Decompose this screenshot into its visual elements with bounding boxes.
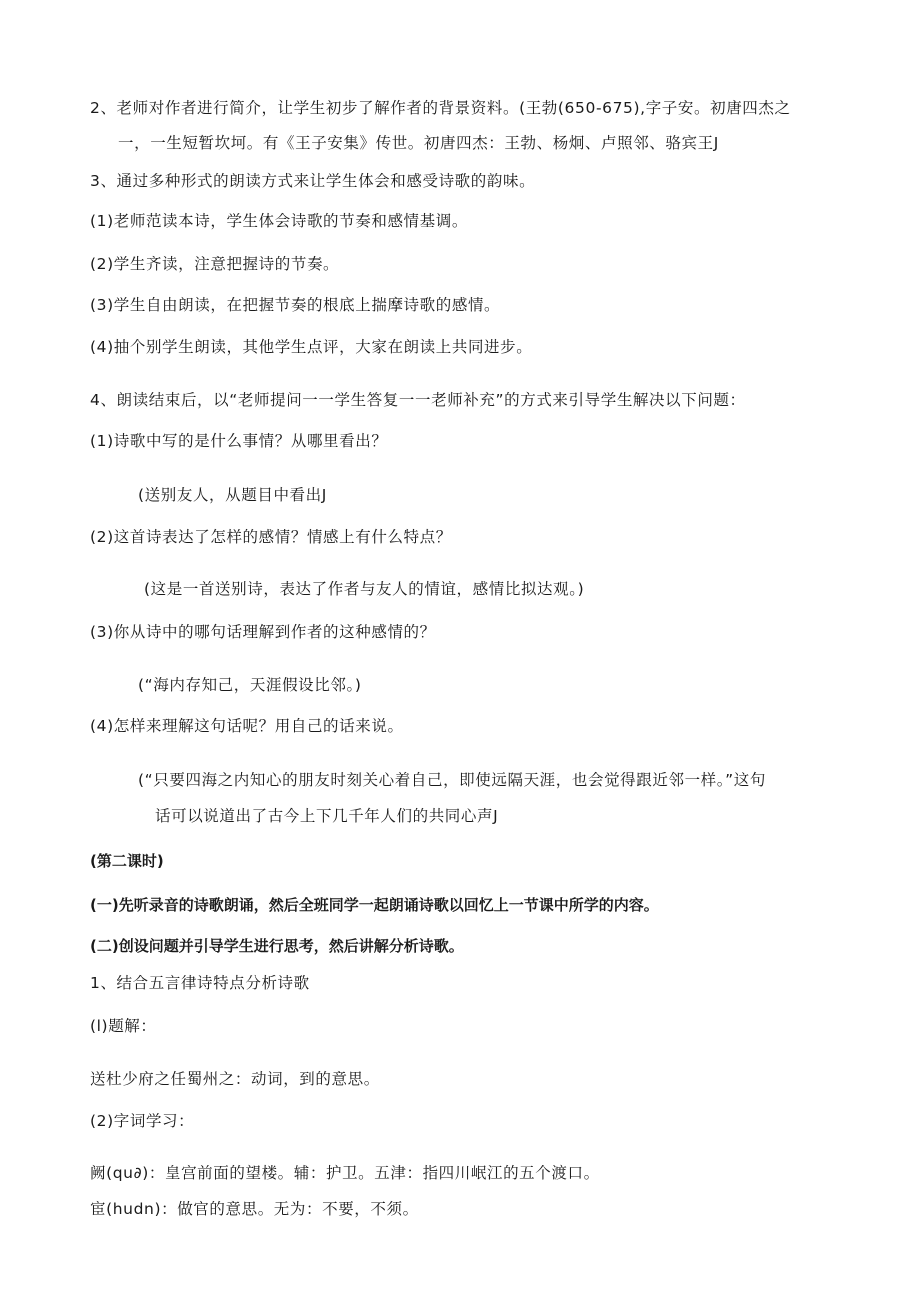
item-3-1: (1)老师范读本诗，学生体会诗歌的节奏和感情基调。	[90, 212, 468, 230]
step-1: (一)先听录音的诗歌朗诵，然后全班同学一起朗诵诗歌以回忆上一节课中所学的内容。	[90, 896, 659, 914]
para-3: 3、通过多种形式的朗读方式来让学生体会和感受诗歌的韵味。	[90, 172, 536, 190]
title-explanation: 送杜少府之任蜀州之：动词，到的意思。	[90, 1070, 380, 1088]
question-3: (3)你从诗中的哪句话理解到作者的这种感情的？	[90, 623, 436, 641]
answer-4-line-1: (“只要四海之内知心的朋友时刻关心着自己，即使远隔天涯，也会觉得跟近邻一样。”这句	[138, 771, 766, 789]
vocabulary-line-1: 阙(qu∂)：皇宫前面的望楼。辅：护卫。五津：指四川岷江的五个渡口。	[90, 1164, 600, 1182]
answer-4-line-2: 话可以说道出了古今上下几千年人们的共同心声J	[155, 807, 499, 825]
para-4: 4、朗读结束后，以“老师提问一一学生答复一一老师补充”的方式来引导学生解决以下问题：	[90, 391, 746, 409]
vocabulary-heading: (2)字词学习：	[90, 1112, 195, 1130]
step-2: (二)创设问题并引导学生进行思考，然后讲解分析诗歌。	[90, 937, 464, 955]
analysis-heading: 1、结合五言律诗特点分析诗歌	[90, 974, 310, 992]
item-3-3: (3)学生自由朗读，在把握节奏的根底上揣摩诗歌的感情。	[90, 296, 501, 314]
item-3-4: (4)抽个别学生朗读，其他学生点评，大家在朗读上共同进步。	[90, 338, 533, 356]
answer-1: (送别友人，从题目中看出J	[138, 486, 327, 504]
question-2: (2)这首诗表达了怎样的感情？情感上有什么特点？	[90, 528, 452, 546]
question-4: (4)怎样来理解这句话呢？用自己的话来说。	[90, 717, 404, 735]
para-2-line-1: 2、老师对作者进行简介，让学生初步了解作者的背景资料。(王勃(650-675),字子安。初唐四杰之	[90, 99, 791, 117]
answer-2: (这是一首送别诗，表达了作者与友人的情谊，感情比拟达观。)	[144, 580, 585, 598]
question-1: (1)诗歌中写的是什么事情？从哪里看出？	[90, 432, 388, 450]
section-heading-second-lesson: (第二课时)	[90, 852, 164, 870]
answer-3: (“海内存知己，天涯假设比邻。)	[138, 676, 362, 694]
para-2-line-2: 一，一生短暂坎坷。有《王子安集》传世。初唐四杰：王勃、杨炯、卢照邻、骆宾王J	[118, 134, 719, 152]
item-3-2: (2)学生齐读，注意把握诗的节奏。	[90, 255, 340, 273]
vocabulary-line-2: 宦(hudn)：做官的意思。无为：不要，不须。	[90, 1200, 419, 1218]
title-explanation-heading: (l)题解：	[90, 1017, 157, 1035]
